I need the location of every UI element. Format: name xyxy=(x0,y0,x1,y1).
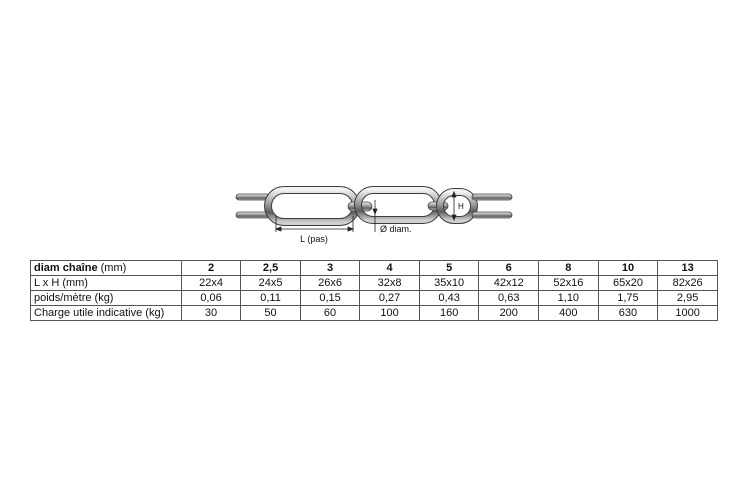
table-cell: 5 xyxy=(419,261,479,276)
table-cell: 26x6 xyxy=(300,276,360,291)
diameter-label: Ø diam. xyxy=(380,224,412,234)
table-cell: 630 xyxy=(598,306,658,321)
table-cell: 0,11 xyxy=(241,291,301,306)
table-cell: 60 xyxy=(300,306,360,321)
table-cell: 52x16 xyxy=(539,276,599,291)
row-header xyxy=(31,261,182,276)
table-cell: 1000 xyxy=(658,306,718,321)
table-cell: 200 xyxy=(479,306,539,321)
table-cell: 6 xyxy=(479,261,539,276)
chain-spec-table xyxy=(30,260,718,321)
table-cell: 30 xyxy=(181,306,241,321)
table-cell: 0,43 xyxy=(419,291,479,306)
table-cell: 35x10 xyxy=(419,276,479,291)
table-cell: 8 xyxy=(539,261,599,276)
chain-link xyxy=(472,212,512,218)
table-cell: 2,5 xyxy=(241,261,301,276)
table-cell: 22x4 xyxy=(181,276,241,291)
table-cell: 32x8 xyxy=(360,276,420,291)
table-cell: 400 xyxy=(539,306,599,321)
table-cell: 65x20 xyxy=(598,276,658,291)
table-row xyxy=(31,276,718,291)
table-cell: 42x12 xyxy=(479,276,539,291)
table-cell: 0,15 xyxy=(300,291,360,306)
table-cell: 50 xyxy=(241,306,301,321)
table-row xyxy=(31,306,718,321)
table-cell: 0,06 xyxy=(181,291,241,306)
chain-diagram xyxy=(228,180,518,250)
table-cell: 4 xyxy=(360,261,420,276)
header-unit: (mm) xyxy=(100,262,127,274)
table-cell: 1,75 xyxy=(598,291,658,306)
height-label: H xyxy=(458,202,464,211)
chain-link xyxy=(236,212,270,218)
chain-link xyxy=(268,190,356,222)
row-header: Charge utile indicative (kg) xyxy=(31,306,182,321)
table-cell: 10 xyxy=(598,261,658,276)
table-cell: 13 xyxy=(658,261,718,276)
table-cell: 1,10 xyxy=(539,291,599,306)
table-cell: 0,63 xyxy=(479,291,539,306)
length-label: L (pas) xyxy=(300,234,328,244)
table-row xyxy=(31,291,718,306)
chain-link xyxy=(236,194,270,200)
row-header: L x H (mm) xyxy=(31,276,182,291)
table-cell: 160 xyxy=(419,306,479,321)
chain-link xyxy=(472,194,512,200)
table-cell: 2,95 xyxy=(658,291,718,306)
row-header: poids/mètre (kg) xyxy=(31,291,182,306)
table-cell: 2 xyxy=(181,261,241,276)
table-header-row xyxy=(31,261,718,276)
table-cell: 0,27 xyxy=(360,291,420,306)
height-dimension xyxy=(452,192,456,220)
table-cell: 100 xyxy=(360,306,420,321)
header-label: diam chaîne xyxy=(34,262,98,274)
table-cell: 3 xyxy=(300,261,360,276)
table-cell: 82x26 xyxy=(658,276,718,291)
table-cell: 24x5 xyxy=(241,276,301,291)
